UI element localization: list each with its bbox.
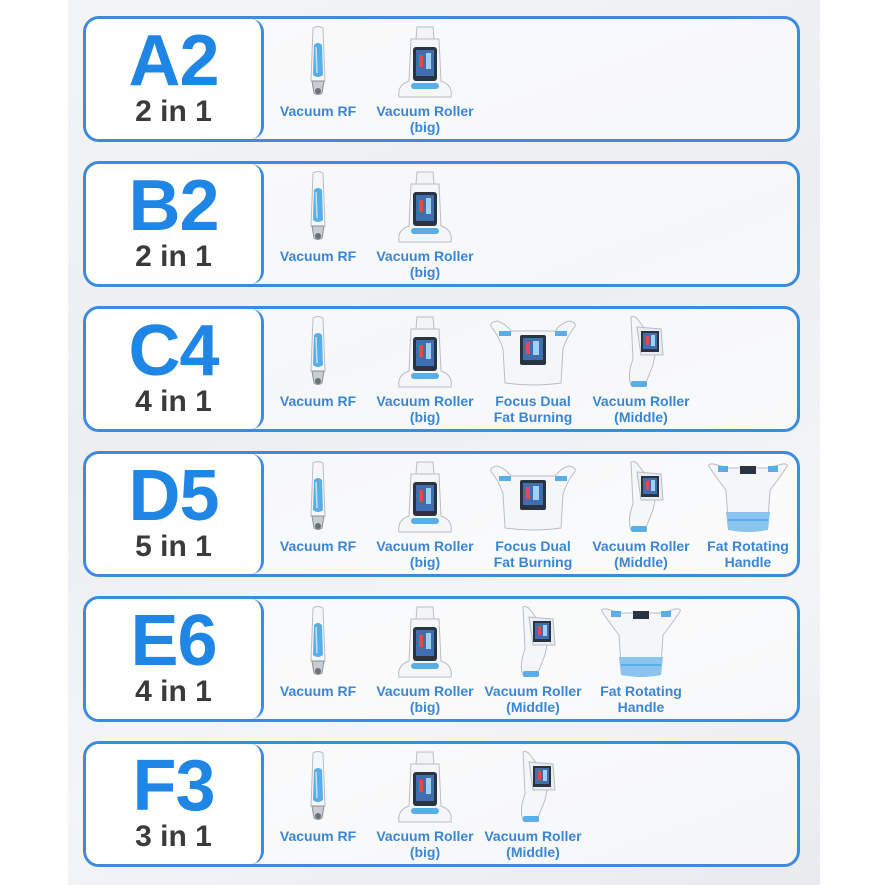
vacuum-rf-icon (268, 460, 368, 536)
model-code-box (86, 744, 264, 864)
vacuum-rf-icon (268, 750, 368, 826)
device-label: Vacuum RF (279, 683, 357, 699)
vacuum-roller-big-icon (375, 605, 475, 681)
vacuum-roller-middle-icon (591, 460, 691, 536)
model-subtitle: 2 in 1 (135, 95, 212, 128)
device-label: Vacuum Roller (big) (376, 103, 474, 135)
model-subtitle: 4 in 1 (135, 675, 212, 708)
model-subtitle: 2 in 1 (135, 240, 212, 273)
vacuum-rf-icon (268, 605, 368, 681)
device-item (479, 315, 587, 425)
device-label: Vacuum Roller (Middle) (592, 393, 690, 425)
device-label: Vacuum Roller (Middle) (484, 683, 582, 715)
device-label: Vacuum RF (279, 828, 357, 844)
vacuum-roller-big-icon (375, 25, 475, 101)
device-item (264, 750, 372, 860)
model-row-d5 (83, 451, 800, 577)
model-code: E6 (130, 601, 217, 681)
model-row-e6 (83, 596, 800, 722)
device-label: Fat Rotating Handle (707, 538, 789, 570)
device-label: Vacuum Roller (big) (376, 393, 474, 425)
device-item (694, 460, 802, 570)
device-item (587, 315, 695, 425)
device-item (371, 460, 479, 570)
model-code-box (86, 454, 264, 574)
fat-rotating-handle-icon (591, 605, 691, 681)
device-label: Vacuum RF (279, 538, 357, 554)
device-label: Vacuum RF (279, 103, 357, 119)
model-code: A2 (128, 21, 219, 101)
model-subtitle: 3 in 1 (135, 820, 212, 853)
model-subtitle: 4 in 1 (135, 385, 212, 418)
device-label: Vacuum Roller (Middle) (484, 828, 582, 860)
device-label: Vacuum Roller (big) (376, 538, 474, 570)
focus-dual-icon (483, 315, 583, 391)
device-item (264, 170, 372, 280)
vacuum-rf-icon (268, 315, 368, 391)
device-item (264, 460, 372, 570)
model-row-f3 (83, 741, 800, 867)
device-label: Vacuum Roller (big) (376, 683, 474, 715)
device-label: Vacuum Roller (big) (376, 248, 474, 280)
device-label: Fat Rotating Handle (600, 683, 682, 715)
device-item (479, 605, 587, 715)
model-code-box (86, 164, 264, 284)
model-code: B2 (128, 166, 219, 246)
device-label: Vacuum Roller (Middle) (592, 538, 690, 570)
device-label: Vacuum RF (279, 248, 357, 264)
device-item (371, 25, 479, 135)
fat-rotating-handle-icon (698, 460, 798, 536)
device-item (371, 315, 479, 425)
vacuum-roller-big-icon (375, 170, 475, 246)
model-row-c4 (83, 306, 800, 432)
model-code: D5 (128, 456, 219, 536)
device-item (479, 750, 587, 860)
device-item (264, 605, 372, 715)
vacuum-roller-big-icon (375, 460, 475, 536)
device-label: Focus Dual Fat Burning (493, 393, 573, 425)
device-item (371, 605, 479, 715)
model-code-box (86, 309, 264, 429)
model-code: C4 (128, 311, 219, 391)
focus-dual-icon (483, 460, 583, 536)
device-label: Focus Dual Fat Burning (493, 538, 573, 570)
device-label: Vacuum Roller (big) (376, 828, 474, 860)
device-item (264, 25, 372, 135)
model-code-box (86, 599, 264, 719)
model-code: F3 (132, 746, 215, 826)
vacuum-rf-icon (268, 170, 368, 246)
device-label: Vacuum RF (279, 393, 357, 409)
device-item (264, 315, 372, 425)
model-row-b2 (83, 161, 800, 287)
device-item (371, 750, 479, 860)
model-row-a2 (83, 16, 800, 142)
vacuum-roller-middle-icon (483, 750, 583, 826)
vacuum-rf-icon (268, 25, 368, 101)
model-code-box (86, 19, 264, 139)
vacuum-roller-middle-icon (483, 605, 583, 681)
model-subtitle: 5 in 1 (135, 530, 212, 563)
vacuum-roller-big-icon (375, 315, 475, 391)
vacuum-roller-middle-icon (591, 315, 691, 391)
device-item (479, 460, 587, 570)
device-item (587, 460, 695, 570)
device-item (587, 605, 695, 715)
device-item (371, 170, 479, 280)
vacuum-roller-big-icon (375, 750, 475, 826)
